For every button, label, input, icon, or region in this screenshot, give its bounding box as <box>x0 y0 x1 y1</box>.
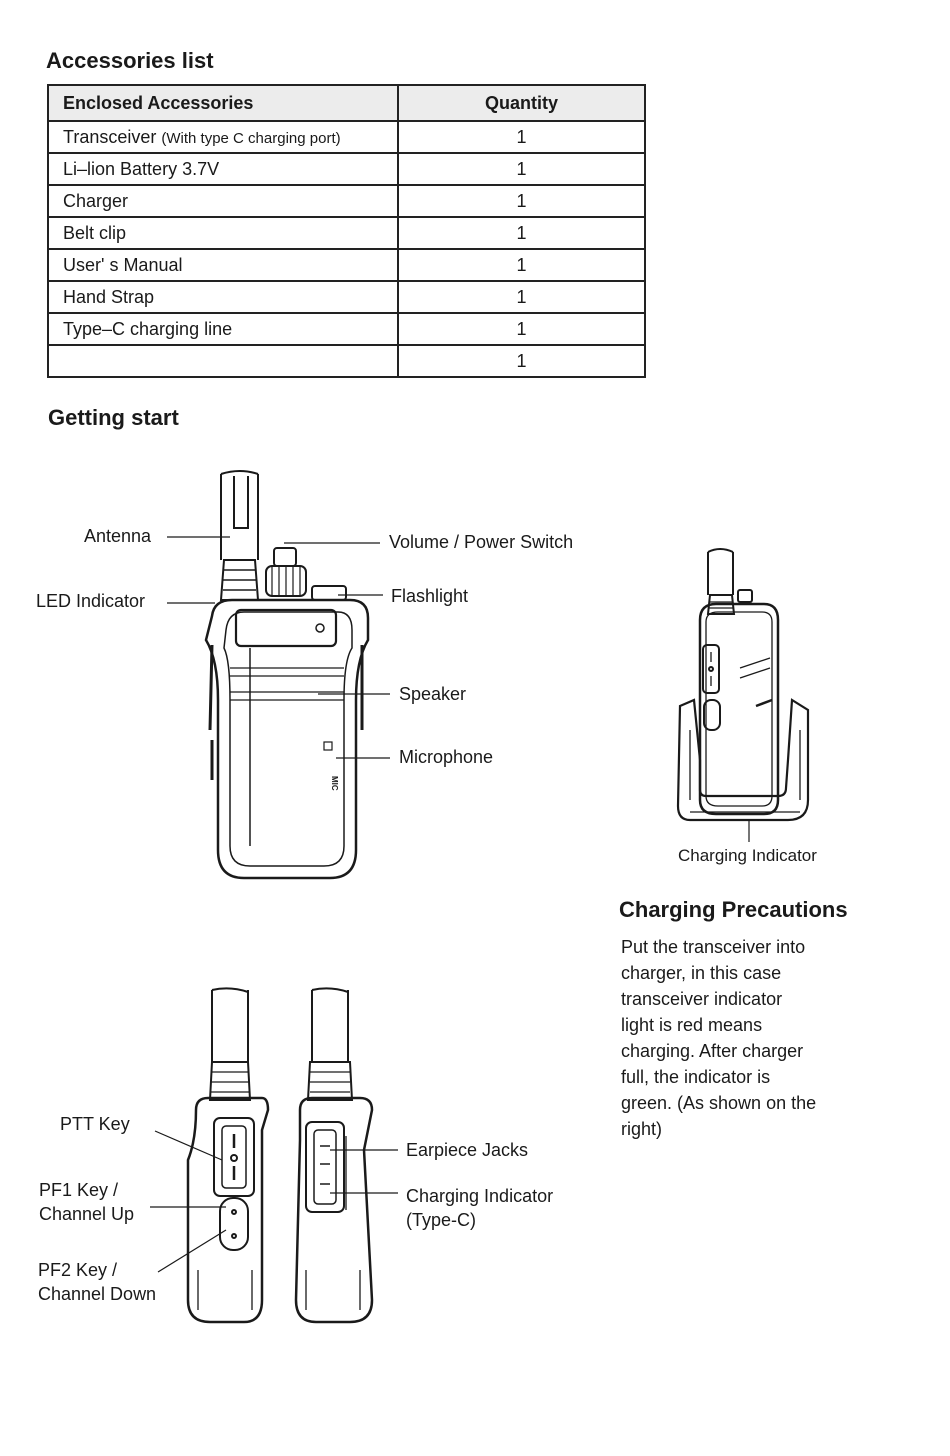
charging-precautions-text <box>621 934 851 1142</box>
text-line: Put the transceiver into <box>621 937 806 957</box>
item-cell: User' s Manual <box>48 249 398 281</box>
item-cell: Hand Strap <box>48 281 398 313</box>
quantity-cell: 1 <box>398 153 645 185</box>
quantity-cell: 1 <box>398 281 645 313</box>
item-cell: Type–C charging line <box>48 313 398 345</box>
item-cell: Belt clip <box>48 217 398 249</box>
charger-illustration <box>678 549 808 842</box>
type-c-charging-label-line2: (Type-C) <box>406 1210 477 1230</box>
quantity-cell: 1 <box>398 185 645 217</box>
text-line: full, the indicator is <box>621 1067 771 1087</box>
quantity-cell: 1 <box>398 313 645 345</box>
text-line: green. (As shown on the <box>621 1093 817 1113</box>
charging-precautions-title: Charging Precautions <box>619 897 848 922</box>
ptt-key-label: PTT Key <box>60 1114 130 1134</box>
text-line: right) <box>621 1119 663 1139</box>
pf1-key-label-line1: PF1 Key / <box>39 1180 119 1200</box>
pf2-key-label-line2: Channel Down <box>38 1284 157 1304</box>
pf1-key-label-line2: Channel Up <box>39 1204 135 1224</box>
column-header-accessories: Enclosed Accessories <box>48 85 398 121</box>
item-note: (With type C charging port) <box>161 129 341 147</box>
text-line: transceiver indicator <box>621 989 783 1009</box>
antenna-label: Antenna <box>84 526 152 546</box>
led-indicator-label: LED Indicator <box>36 591 146 611</box>
mic-mark: MIC <box>330 776 339 791</box>
item-cell: Li–lion Battery 3.7V <box>48 153 398 185</box>
flashlight-label: Flashlight <box>391 586 469 606</box>
radio-left-side-illustration <box>150 988 268 1322</box>
quantity-cell: 1 <box>398 249 645 281</box>
microphone-label: Microphone <box>399 747 494 767</box>
column-header-quantity: Quantity <box>398 85 645 121</box>
getting-start-title: Getting start <box>48 405 179 430</box>
text-line: charger, in this case <box>621 963 782 983</box>
radio-right-side-illustration <box>296 988 398 1322</box>
item-name: Transceiver <box>63 126 157 147</box>
quantity-cell: 1 <box>398 217 645 249</box>
speaker-label: Speaker <box>399 684 467 704</box>
text-line: light is red means <box>621 1015 763 1035</box>
charging-indicator-label: Charging Indicator <box>678 846 817 865</box>
volume-power-switch-label: Volume / Power Switch <box>389 532 574 552</box>
pf2-key-label-line1: PF2 Key / <box>38 1260 118 1280</box>
radio-front-illustration <box>167 471 390 878</box>
text-line: charging. After charger <box>621 1041 804 1061</box>
item-cell: Charger <box>48 185 398 217</box>
type-c-charging-label-line1: Charging Indicator <box>406 1186 554 1206</box>
earpiece-jacks-label: Earpiece Jacks <box>406 1140 529 1160</box>
quantity-cell: 1 <box>398 121 645 153</box>
quantity-cell: 1 <box>398 345 645 377</box>
accessories-title: Accessories list <box>46 48 214 73</box>
